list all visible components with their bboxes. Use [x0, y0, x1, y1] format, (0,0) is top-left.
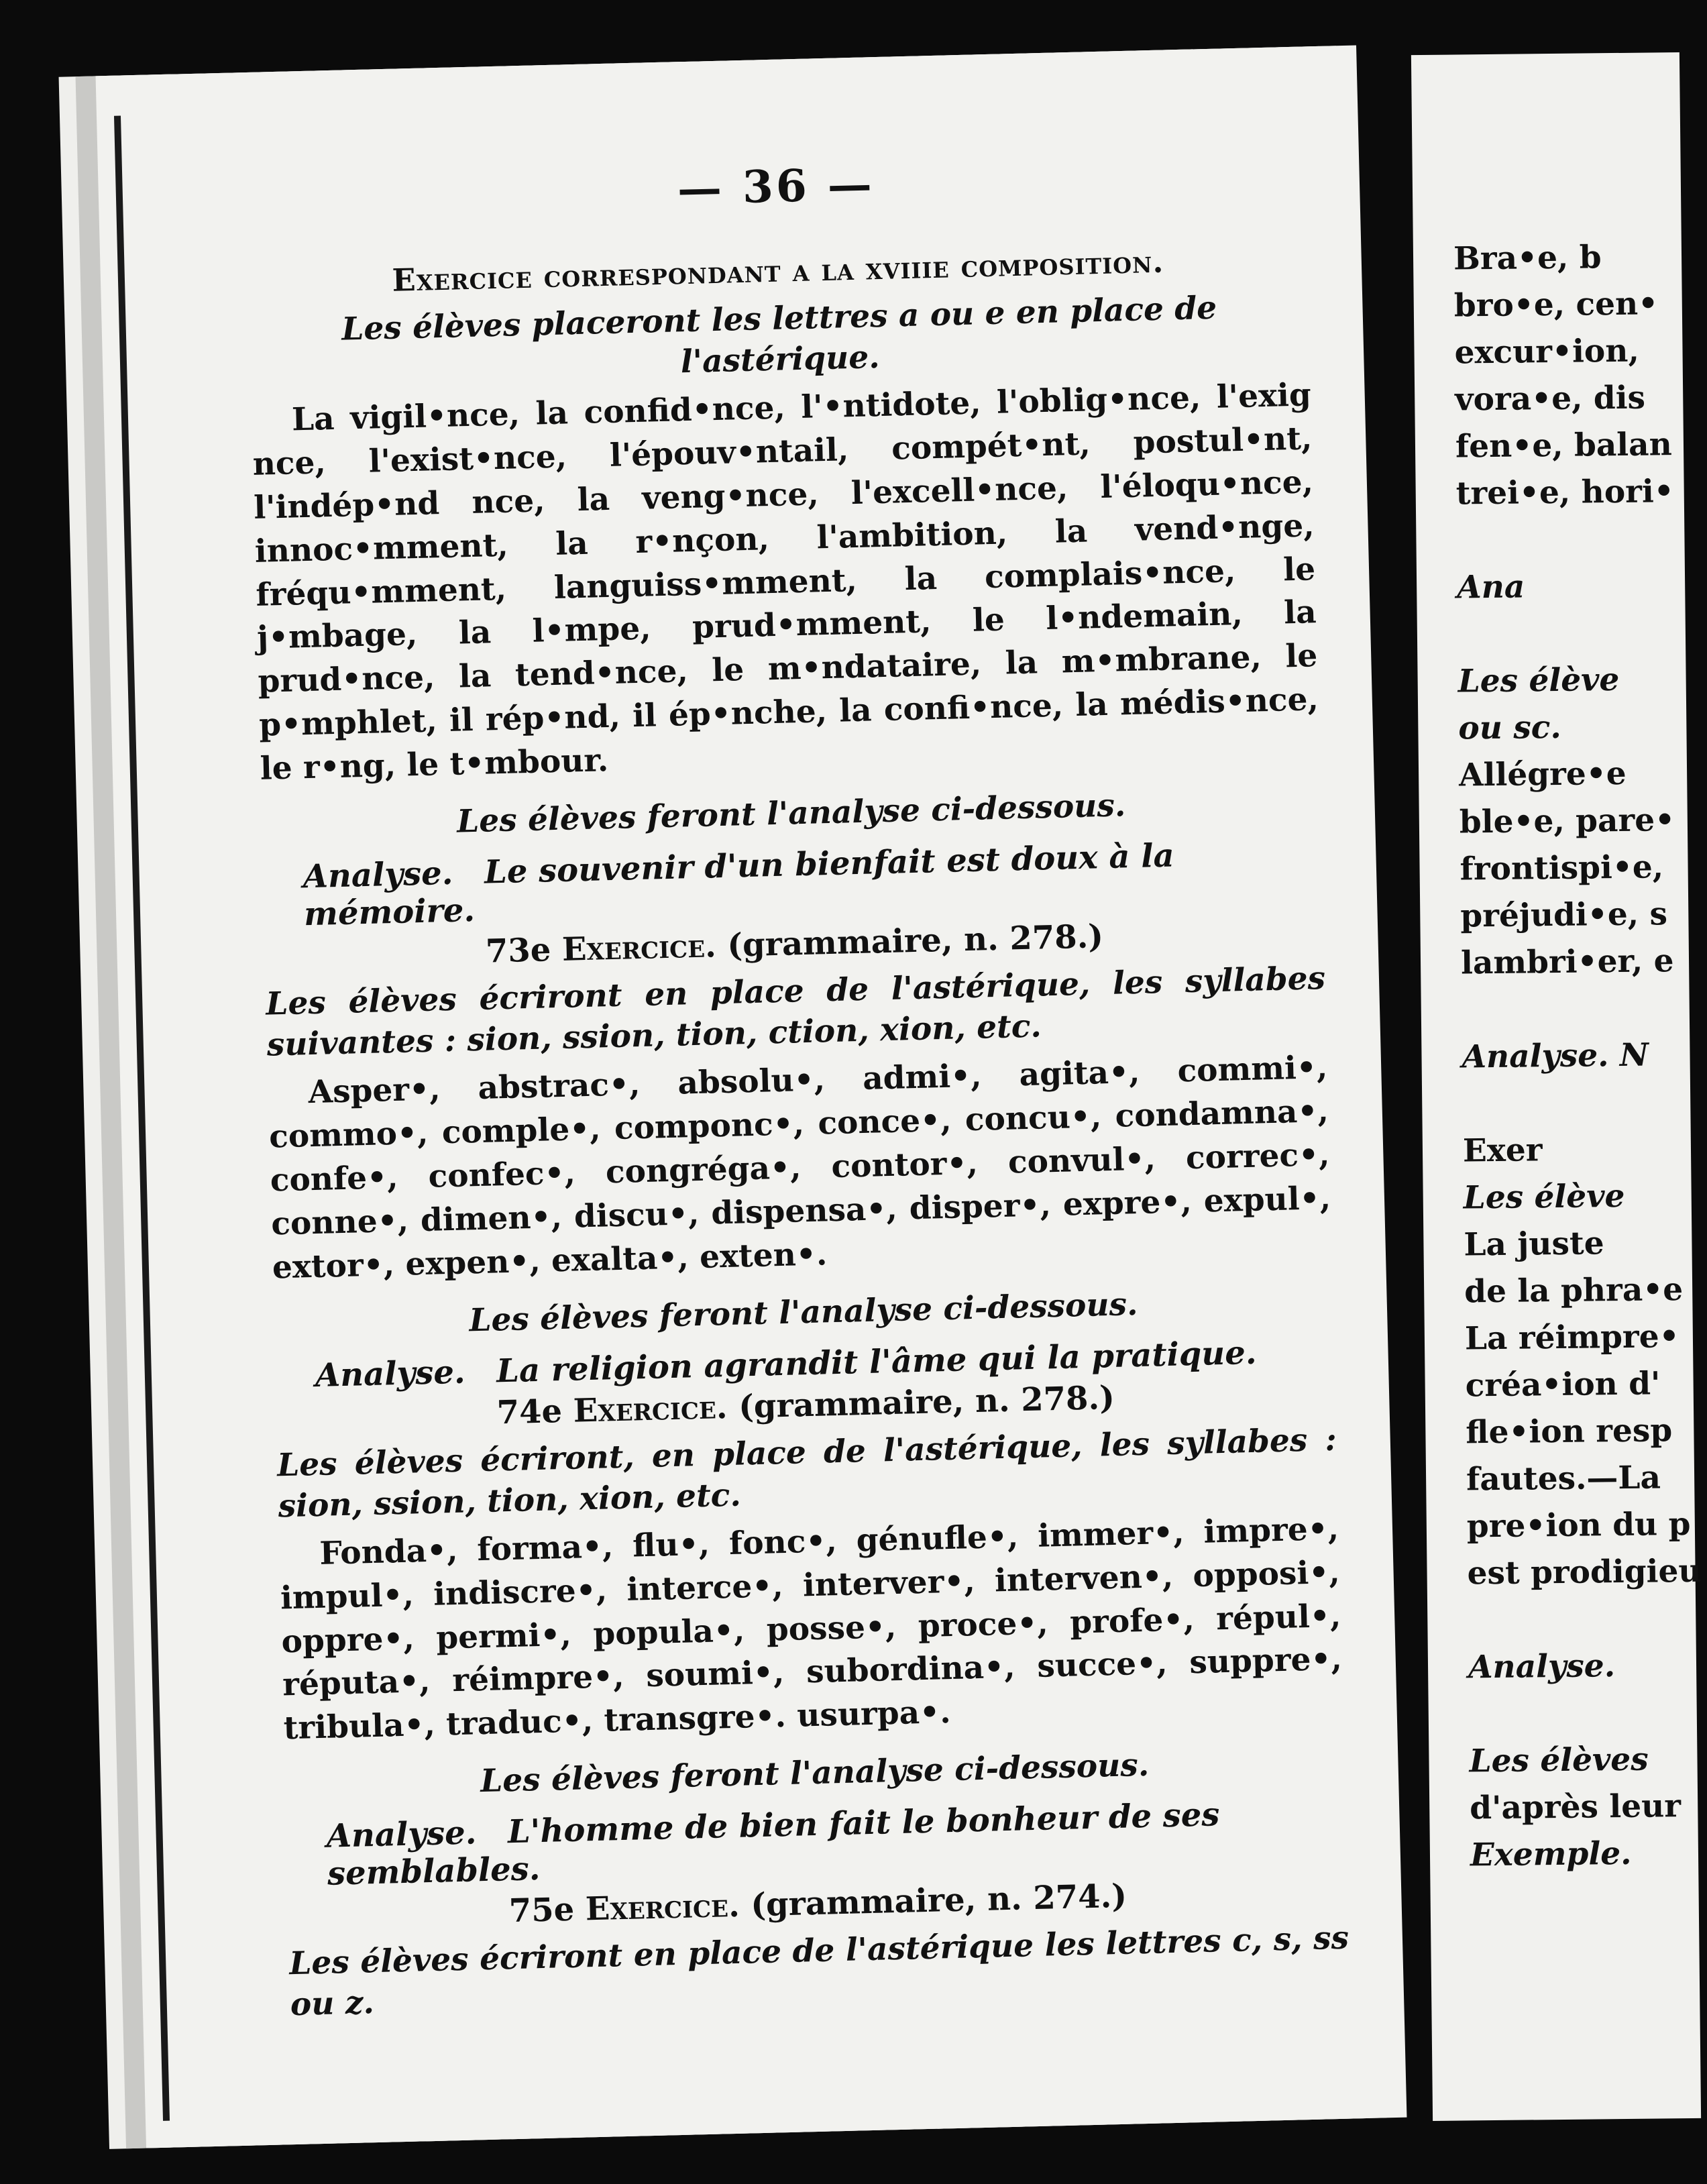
right-page-line: Ana: [1456, 568, 1525, 606]
right-page-line: créa•ion d': [1465, 1365, 1661, 1405]
right-page-line: lambri•er, e: [1460, 942, 1674, 982]
exercise-ref: (grammaire, n. 278.): [726, 918, 1104, 965]
exercise-number: 75e: [508, 1890, 575, 1930]
right-page-line: Allégre•e: [1458, 755, 1627, 794]
right-page-line: Exemple.: [1470, 1835, 1632, 1874]
right-page-fragment: [1411, 52, 1701, 2121]
page-number: — 36 —: [677, 158, 875, 215]
right-page-gap: [1456, 515, 1685, 565]
left-page-content: [245, 147, 1350, 2030]
right-page-line: La réimpre•: [1464, 1318, 1680, 1358]
right-page-line: Analyse.: [1468, 1647, 1616, 1686]
right-page-gap: [1468, 1595, 1696, 1645]
right-page-line: fen•e, balan: [1455, 426, 1673, 466]
right-page-gap: [1461, 985, 1690, 1034]
right-page-gap: [1462, 1079, 1691, 1128]
analysis-instruction-74: Les élèves feront l'analyse ci-dessous.: [480, 1746, 1150, 1800]
section-heading: Exercice correspondant a la xviiie composition.: [391, 243, 1164, 298]
right-page-line: d'après leur: [1469, 1788, 1682, 1827]
analyse-sentence: Le souvenir d'un bienfait est doux à la mémoire.: [303, 836, 1175, 934]
instruction-73: Les élèves écriront en place de l'astérique, les syllabes suivantes : sion, ssion, tion, ction, xion, etc.: [265, 960, 1326, 1064]
exercise-label: Exercice.: [561, 927, 717, 969]
right-page-line: vora•e, dis: [1454, 379, 1646, 419]
right-page-line: bro•e, cen•: [1453, 285, 1659, 325]
analyse-label: Analyse.: [302, 854, 454, 896]
right-page-lines: [1453, 233, 1702, 1879]
right-page-line: ble•e, pare•: [1459, 802, 1675, 841]
analyse-label: Analyse.: [326, 1814, 478, 1855]
analyse-label: Analyse.: [315, 1353, 466, 1395]
right-page-line: Les élèves: [1469, 1741, 1649, 1780]
right-page-gap: [1457, 609, 1686, 659]
right-page-line: La juste: [1464, 1225, 1604, 1264]
analysis-instruction-1: Les élèves feront l'analyse ci-dessous.: [456, 787, 1126, 840]
right-page-line: Analyse. N: [1462, 1036, 1649, 1076]
analyse-sentence: L'homme de bien fait le bonheur de ses semblables.: [327, 1796, 1220, 1893]
paragraph-74: Fonda•, forma•, flu•, fonc•, génufle•, immer•, impre•, impul•, indiscre•, interce•, interver•, interven•, opposi•, oppre•, permi•, popula•, posse•, proce•, profe•, répul•, réputa•, réimpre•, soumi•, subordina•, succe•, suppre•, tribula•, traduc•, transgre•. usurpa•.: [280, 1510, 1343, 1747]
instruction-74: Les élèves écriront, en place de l'astérique, les syllabes : sion, ssion, tion, xion, etc.: [276, 1421, 1337, 1525]
right-page-gap: [1468, 1689, 1697, 1739]
exercise-number: 74e: [496, 1392, 563, 1431]
right-page-line: pre•ion du p: [1466, 1505, 1691, 1545]
instruction-1: Les élèves placeront les lettres a ou e en place de l'astérique.: [341, 289, 1217, 381]
exercise-ref: (grammaire, n. 274.): [750, 1877, 1127, 1924]
analysis-instruction-73: Les élèves feront l'analyse ci-dessous.: [468, 1285, 1138, 1339]
instruction-75: Les élèves écriront en place de l'astérique les lettres c, s, ss ou z.: [288, 1919, 1350, 2024]
right-page-line: Les élève: [1457, 661, 1620, 700]
right-page-line: ou sc.: [1458, 708, 1562, 747]
right-page-line: de la phra•e: [1464, 1271, 1684, 1311]
right-page-line: frontispi•e,: [1460, 849, 1664, 888]
exercise-label: Exercice.: [573, 1388, 728, 1430]
paragraph-73: Asper•, abstrac•, absolu•, admi•, agita•, commi•, commo•, comple•, componc•, conce•, concu•, condamna•, confe•, confec•, congréga•, contor•, convul•, correc•, conne•, dimen•, discu•, dispensa•, disper•, expre•, expul•, extor•, expen•, exalta•, exten•.: [268, 1049, 1331, 1287]
right-page-line: préjudi•e, s: [1460, 895, 1668, 935]
exercise-ref: (grammaire, n. 278.): [738, 1378, 1115, 1426]
paragraph-1: La vigil•nce, la confid•nce, l'•ntidote, l'oblig•nce, l'exig nce, l'exist•nce, l'épouv•ntail, compét•nt, postul•nt, l'indép•nd nce, la veng•nce, l'excell•nce, l'éloqu•nce, innoc•mment, la r•nçon, l'ambition, la vend•nge, fréqu•mment, languiss•mment, la complais•nce, le j•mbage, la l•mpe, prud•mment, le l•ndemain, la prud•nce, la tend•nce, le m•ndataire, la m•mbrane, le p•mphlet, il rép•nd, il ép•nche, la confi•nce, la médis•nce, le r•ng, le t•mbour.: [252, 376, 1319, 787]
right-page-line: trei•e, hori•: [1455, 473, 1675, 512]
analyse-sentence: La religion agrandit l'âme qui la pratique.: [496, 1333, 1258, 1390]
right-page-line: est prodigieu: [1467, 1552, 1702, 1592]
right-page-line: Les élève: [1463, 1177, 1625, 1217]
exercise-number: 73e: [485, 931, 551, 971]
right-page-line: Exer: [1462, 1132, 1543, 1170]
right-page-line: excur•ion,: [1454, 332, 1640, 372]
right-page-line: Bra•e, b: [1453, 239, 1602, 278]
right-page-line: fautes.—La: [1466, 1459, 1661, 1498]
exercise-label: Exercice.: [585, 1886, 740, 1928]
right-page-line: fle•ion resp: [1466, 1412, 1673, 1452]
left-page: [96, 45, 1407, 2148]
